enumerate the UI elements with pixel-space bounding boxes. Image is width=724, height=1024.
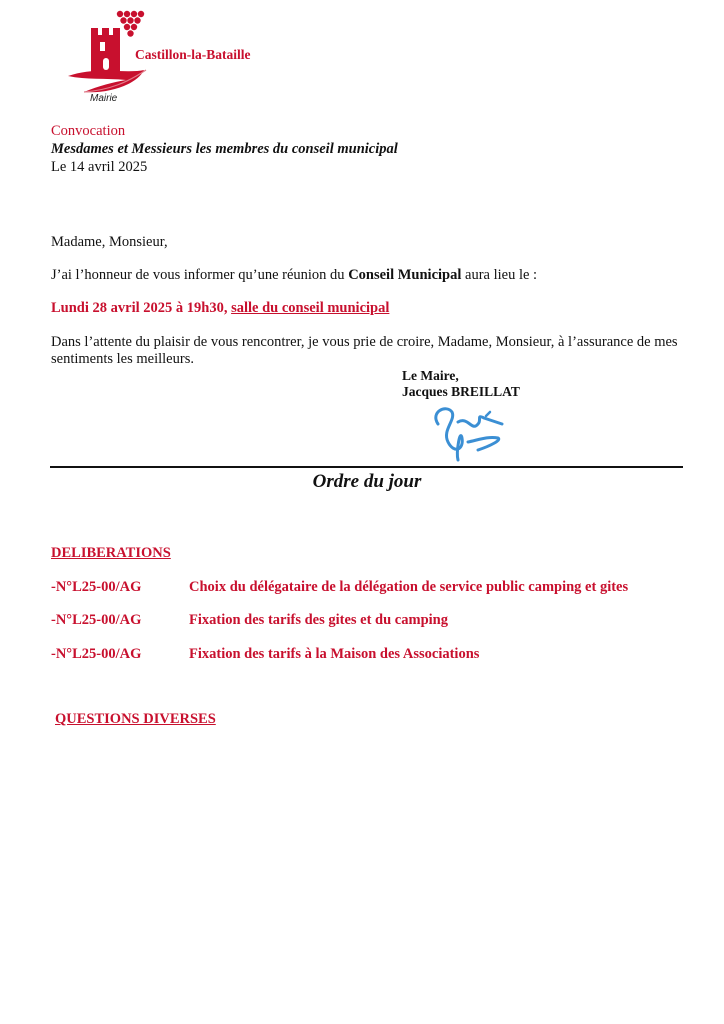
agenda-item-text: Choix du délégataire de la délégation de service public camping et gites (189, 579, 629, 595)
meeting-location: salle du conseil municipal (231, 300, 390, 316)
agenda-title: Ordre du jour (312, 471, 422, 492)
closing-line-2: sentiments les meilleurs. (51, 351, 194, 367)
recipients-line: Mesdames et Messieurs les membres du conseil municipal (51, 141, 398, 157)
meeting-when: Lundi 28 avril 2025 à 19h30, (51, 300, 232, 316)
salutation: Madame, Monsieur, (51, 234, 168, 250)
mairie-label: Mairie (90, 93, 118, 104)
separator-line (50, 466, 683, 468)
agenda-item-text: Fixation des tarifs des gites et du camping (189, 612, 448, 628)
intro-text-after: aura lieu le : (461, 267, 538, 283)
agenda-item-code: -N°L25-00/AG (51, 646, 142, 662)
agenda-item-code: -N°L25-00/AG (51, 579, 142, 595)
document-type: Convocation (51, 123, 126, 139)
town-name: Castillon-la-Bataille (135, 47, 251, 62)
intro-paragraph (51, 266, 537, 284)
questions-diverses-heading: QUESTIONS DIVERSES (55, 711, 216, 727)
letter-date: Le 14 avril 2025 (51, 159, 148, 175)
intro-text-before: J’ai l’honneur de vous informer qu’une réunion du (51, 267, 349, 283)
closing-line-1: Dans l’attente du plaisir de vous rencontrer, je vous prie de croire, Madame, Monsieur, à l’assurance de mes (51, 334, 678, 350)
agenda-item-text: Fixation des tarifs à la Maison des Associations (189, 646, 480, 662)
meeting-line (51, 299, 389, 317)
signer-title: Le Maire, (402, 368, 459, 383)
agenda-item-code: -N°L25-00/AG (51, 612, 142, 628)
grapes-icon (117, 11, 144, 37)
deliberations-heading: DELIBERATIONS (51, 545, 171, 561)
signer-name: Jacques BREILLAT (402, 384, 520, 399)
handwritten-signature (428, 402, 512, 468)
conseil-municipal-text: Conseil Municipal (348, 267, 462, 283)
